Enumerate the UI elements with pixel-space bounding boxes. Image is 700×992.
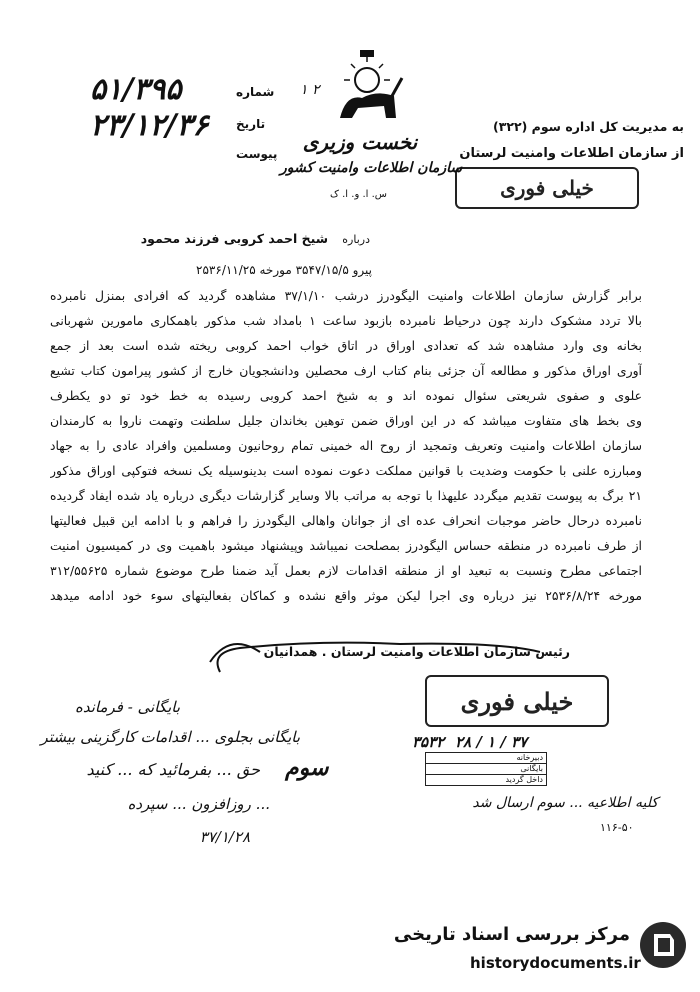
emblem-subtitle: سازمان اطلاعات وامنیت کشور <box>280 160 463 176</box>
received-row: بایگانی <box>426 764 546 775</box>
site-name: مرکز بررسی اسناد تاریخی <box>393 924 630 945</box>
urgent-stamp-bottom: خیلی فوری <box>425 675 609 727</box>
urgent-stamp-top: خیلی فوری <box>455 167 639 209</box>
received-box <box>425 752 547 786</box>
received-row: داخل گردید <box>505 775 543 784</box>
handwritten-note: حق ... بفرمائید که ... کنید <box>86 760 260 779</box>
body-line: ومبارزه علنی با حکومت وضدیت با قوانین مملکت دعوت نموده است بدینوسیله یک نسخه فتوکپی اوراق مذکور <box>50 463 642 478</box>
site-url: historydocuments.ir <box>470 954 641 972</box>
signature-scribble-icon <box>200 622 560 682</box>
body-line: سازمان اطلاعات وامنیت وتعریف وتمجید از روح اله خمینی تمام روحانیون ومسلمین وافراد عادی را به جهاد <box>50 438 642 453</box>
number-value: ۵۱/۳۹۵ <box>90 72 182 107</box>
body-line: از طرف نامبرده در منطقه حساس الیگودرز بمصلحت نمیباشد وپیشنهاد میشود باهمیت وی در کمیسیون امنیت <box>50 538 642 553</box>
recipient-line: به مدیریت کل اداره سوم (۳۲۲) <box>493 119 684 134</box>
sender-line: از سازمان اطلاعات وامنیت لرستان <box>459 146 684 161</box>
date-value: ۲۳/۱۲/۳۶ <box>90 108 209 143</box>
body-line: اجتماعی مطرح ونسبت به تبعید او از منطقه اقدامات لازم بعمل آید ضمنا طرح موضوع شماره ۳۱۲/۵۵۶۲۵ <box>50 563 642 578</box>
date-label: تاریخ <box>236 117 266 131</box>
received-number: ۳۵۳۲ <box>412 733 445 751</box>
body-line: ۲۱ برگ به پیوست تقدیم میگردد علیهذا با توجه به مراتب بالا وسایر گزارشات دیگری درباره یاد شده ایفاد گردیده <box>50 488 642 503</box>
footer-watermark <box>0 904 700 992</box>
handwritten-note: بایگانی - فرمانده <box>74 698 180 716</box>
body-line: بالا تردد مشکوک دارند چون درحیاط نامبرده بازبود ساعت ۱ بامداد شب مذکور باهمکاری مامورین شهربانی <box>50 313 642 328</box>
emblem-title: نخست وزیری <box>302 130 418 154</box>
corner-code: ۱۱۶-۵۰ <box>600 821 634 834</box>
subject-label: درباره <box>342 233 370 246</box>
handwritten-note: بایگانی بجلوی ... اقدامات کارگزینی بیشتر <box>40 728 300 746</box>
subject-text: شیخ احمد کروبی فرزند محمود <box>140 231 328 246</box>
lion-sun-emblem-icon <box>322 48 412 128</box>
emblem <box>322 48 412 128</box>
body-line: علوی و صفوی شریعتی سئوال نموده اند و به شیخ احمد کروبی رسیده به خط خود تو دو یکطرف <box>50 388 642 403</box>
received-date: ۲۸ / ۱ / ۳۷ <box>455 733 528 751</box>
emblem-code: س. ا. و. ا. ک <box>330 189 387 200</box>
body-line: بخانه وی وارد مشاهده شد که تعدادی اوراق در اتاق خواب احمد کروبی ریخته شده است بعد از جمع <box>50 338 642 353</box>
handwritten-note: ... روزافزون ... سپرده <box>127 795 270 813</box>
body-line: مورخه ۲۵۳۶/۸/۲۴ نیز درباره وی اجرا لیکن موثر واقع نشده و کماکان بفعالیتهای سوء خود ادامه میدهد <box>50 588 642 603</box>
department-stamp: سوم <box>285 755 329 781</box>
body-line: وی بخط های متفاوت میباشد که در این اوراق ضمن توهین بخاندان جلیل سلطنت وتهمت ناروا به کارمندان <box>50 413 642 428</box>
handwritten-referral-note: کلیه اطلاعیه ... سوم ارسال شد <box>472 795 658 811</box>
body-line: نامبرده درحال حاضر موجبات انحراف عده ای از جوانان واهالی الیگودرز را فراهم و با ادامه این قبیل فعالیتها <box>50 513 642 528</box>
body-line: آوری اوراق مذکور و مطالعه آن جزئی بنام کتاب ارف محصلین ودانشجویان خارج از کشور پیرامون کتاب تشیع <box>50 363 642 378</box>
received-row: دبیرخانه <box>426 753 546 764</box>
attachment-label: پیوست <box>236 147 278 161</box>
reference-line: پیرو ۳۵۴۷/۱۵/۵ مورخه ۲۵۳۶/۱۱/۲۵ <box>196 263 372 277</box>
corner-mark: ۱ ۲ <box>300 82 320 98</box>
body-line: برابر گزارش سازمان اطلاعات وامنیت الیگودرز درشب ۳۷/۱/۱۰ مشاهده گردید که افرادی بمنزل نامبرده <box>50 288 642 303</box>
number-label: شماره <box>236 85 275 99</box>
signature-line: رئیس سازمان اطلاعات وامنیت لرستان . همدانیان <box>263 644 570 659</box>
handwritten-note: ۳۷/۱/۲۸ <box>199 828 250 846</box>
site-logo-icon <box>640 922 686 968</box>
